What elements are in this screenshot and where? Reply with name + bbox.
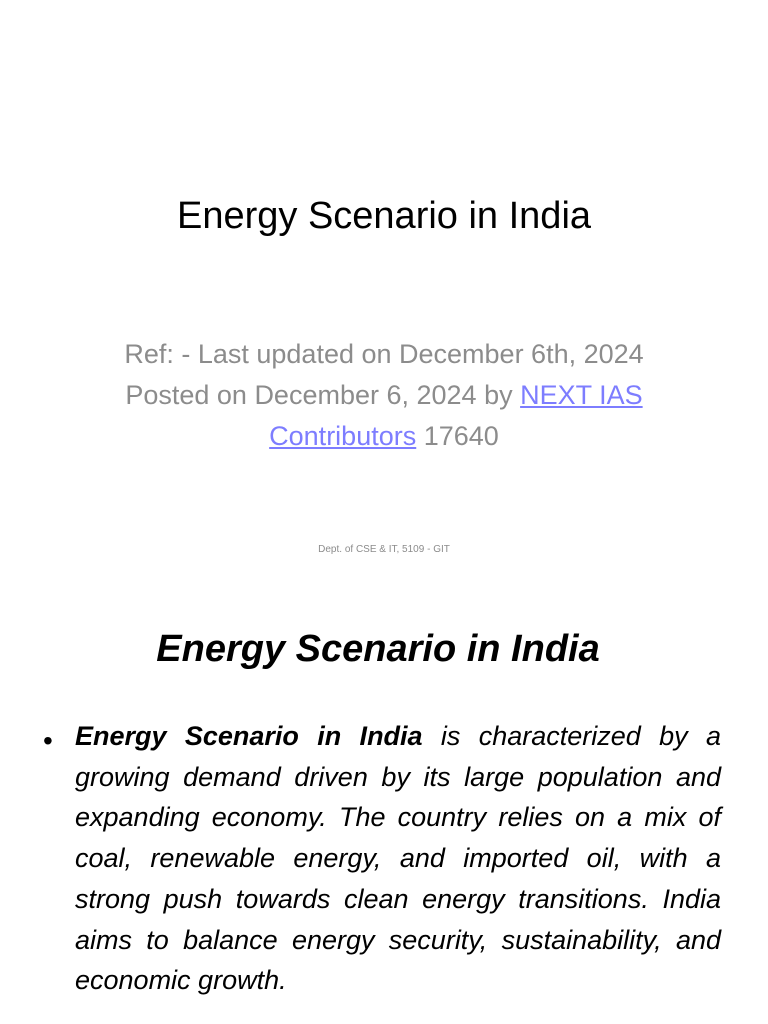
bullet-paragraph: [75, 716, 721, 1001]
content-slide: [0, 576, 768, 1024]
content-slide-title: Energy Scenario in India: [156, 628, 600, 670]
reference-text: [100, 334, 668, 457]
reference-suffix: 17640: [416, 421, 499, 451]
reference-prefix: Ref: - Last updated on December 6th, 2024 Posted on December 6, 2024 by: [124, 339, 644, 410]
bullet-marker: •: [43, 725, 53, 756]
bullet-bold-lead: Energy Scenario in India: [75, 721, 423, 751]
contributors-link[interactable]: NEXT IAS Contributors: [269, 380, 643, 451]
bullet-body: is characterized by a growing demand driven by its large population and expanding economy. The country relies on a mix of coal, renewable energy, and imported oil, with a strong push towards clean energy transitions. India aims to balance energy security, sustainability, and economic growth.: [75, 721, 721, 996]
slide-footer: Dept. of CSE & IT, 5109 - GIT: [318, 544, 450, 555]
slide-title: Energy Scenario in India: [176, 195, 592, 237]
